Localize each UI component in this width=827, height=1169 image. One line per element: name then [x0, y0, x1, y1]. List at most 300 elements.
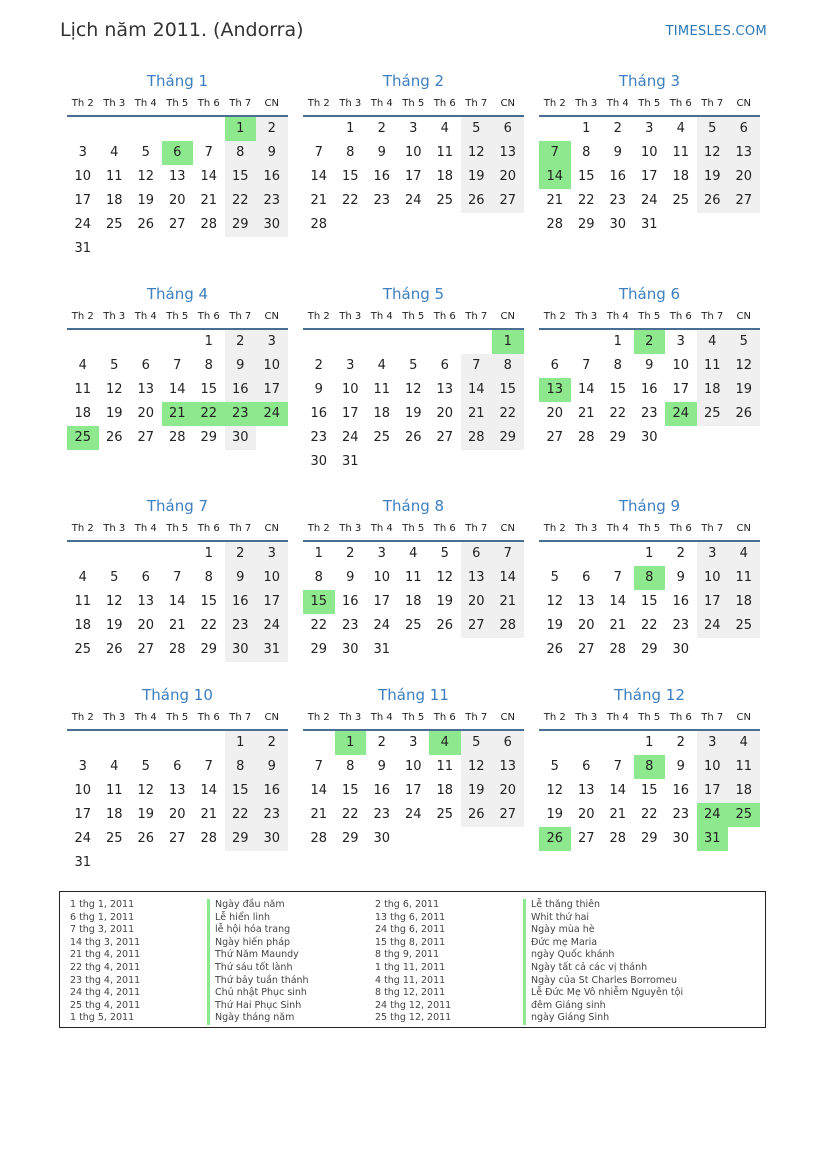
weekday-header — [539, 310, 760, 330]
weekday-label: Th 2 — [307, 98, 330, 109]
day-cell: 24 — [341, 430, 359, 445]
empty-cell — [99, 542, 131, 566]
day-cell: 17 — [672, 382, 690, 397]
day-cell: 12 — [137, 783, 155, 798]
day-cell: 30 — [609, 217, 627, 232]
day-cell: 4 — [440, 121, 449, 136]
month-title: Tháng 8 — [382, 497, 445, 515]
day-cell: 23 — [672, 618, 690, 633]
day-cell: 23 — [373, 193, 391, 208]
weekday-label: Th 3 — [575, 98, 598, 109]
weekday-label: Th 5 — [402, 523, 425, 534]
empty-cell — [539, 330, 571, 354]
day-cell: 3 — [409, 121, 418, 136]
day-cell: 4 — [697, 330, 729, 354]
day-cell: 5 — [110, 570, 119, 585]
weekday-label: Th 4 — [370, 311, 393, 322]
month-title: Tháng 9 — [618, 497, 681, 515]
day-cell: 25 — [74, 642, 92, 657]
legend-date: 1 thg 11, 2011 — [375, 961, 446, 973]
day-cell: 17 — [697, 590, 729, 614]
day-cell: 14 — [310, 169, 328, 184]
day-cell: 8 — [582, 145, 591, 160]
day-cell: 11 — [373, 382, 391, 397]
weekday-label: Th 6 — [669, 712, 692, 723]
empty-cell — [602, 731, 634, 755]
weekday-label: CN — [736, 98, 751, 109]
day-cell: 13 — [492, 141, 524, 165]
day-cell: 18 — [373, 406, 391, 421]
day-cell: 13 — [168, 169, 186, 184]
day-cell: 11 — [728, 755, 760, 779]
day-cell: 22 — [609, 406, 627, 421]
weekday-label: Th 5 — [166, 523, 189, 534]
legend-holiday-name: Ngày tháng năm — [207, 1012, 309, 1025]
month-title: Tháng 5 — [382, 285, 445, 303]
empty-cell — [67, 542, 99, 566]
day-cell: 14 — [310, 783, 328, 798]
day-cell: 17 — [74, 807, 92, 822]
day-cell: 9 — [613, 145, 622, 160]
day-cell: 9 — [676, 759, 685, 774]
day-cell: 4 — [78, 570, 87, 585]
weekday-label: Th 6 — [197, 311, 220, 322]
day-cell: 7 — [613, 759, 622, 774]
day-cell: 28 — [310, 217, 328, 232]
day-cell: 12 — [461, 141, 493, 165]
empty-cell — [461, 330, 493, 354]
holiday-day: 6 — [162, 141, 194, 165]
weekday-label: CN — [500, 98, 515, 109]
day-cell: 23 — [256, 803, 288, 827]
weekday-label: CN — [736, 311, 751, 322]
weekday-header — [67, 522, 288, 542]
holiday-day: 14 — [539, 165, 571, 189]
legend-names-col-2 — [523, 899, 683, 1025]
month-title: Tháng 2 — [382, 72, 445, 90]
day-cell: 6 — [582, 570, 591, 585]
weekday-label: Th 2 — [71, 523, 94, 534]
day-cell: 3 — [346, 358, 355, 373]
legend-holiday-name: Ngày hiến pháp — [207, 937, 309, 950]
weekday-label: Th 4 — [134, 98, 157, 109]
day-cell: 5 — [409, 358, 418, 373]
day-cell: 30 — [256, 213, 288, 237]
day-cell: 20 — [137, 618, 155, 633]
legend-date: 24 thg 6, 2011 — [375, 924, 446, 936]
day-cell: 26 — [137, 217, 155, 232]
legend-date: 14 thg 3, 2011 — [70, 936, 141, 948]
day-cell: 21 — [461, 402, 493, 426]
day-cell: 28 — [577, 430, 595, 445]
day-cell: 17 — [404, 169, 422, 184]
day-cell: 29 — [577, 217, 595, 232]
day-cell: 4 — [110, 759, 119, 774]
day-cell: 24 — [74, 831, 92, 846]
day-cell: 14 — [200, 783, 218, 798]
day-cell: 16 — [256, 165, 288, 189]
day-cell: 11 — [697, 354, 729, 378]
weekday-label: CN — [264, 311, 279, 322]
day-cell: 9 — [256, 141, 288, 165]
legend-holiday-name: Thứ bảy tuần thánh — [207, 975, 309, 988]
day-cell: 21 — [609, 807, 627, 822]
day-cell: 24 — [74, 217, 92, 232]
month-title: Tháng 4 — [146, 285, 209, 303]
day-cell: 21 — [200, 807, 218, 822]
day-cell: 8 — [492, 354, 524, 378]
day-cell: 10 — [373, 570, 391, 585]
legend-holiday-name: ngày Quốc khánh — [523, 949, 683, 962]
day-grid — [539, 542, 760, 662]
day-cell: 23 — [256, 189, 288, 213]
weekday-label: Th 4 — [370, 523, 393, 534]
day-cell: 11 — [672, 145, 690, 160]
weekday-label: Th 6 — [433, 712, 456, 723]
legend-holiday-name: Ngày tất cả các vị thánh — [523, 962, 683, 975]
day-cell: 9 — [377, 145, 386, 160]
day-cell: 27 — [728, 189, 760, 213]
day-cell: 30 — [640, 430, 658, 445]
day-cell: 3 — [256, 542, 288, 566]
weekday-label: Th 5 — [402, 712, 425, 723]
weekday-label: Th 3 — [103, 523, 126, 534]
weekday-label: Th 2 — [307, 311, 330, 322]
day-cell: 28 — [461, 426, 493, 450]
day-cell: 26 — [137, 831, 155, 846]
day-cell: 20 — [436, 406, 454, 421]
empty-cell — [602, 542, 634, 566]
day-cell: 4 — [728, 731, 760, 755]
day-cell: 1 — [645, 546, 654, 561]
day-cell: 6 — [582, 759, 591, 774]
weekday-label: Th 3 — [339, 98, 362, 109]
day-cell: 11 — [728, 566, 760, 590]
day-cell: 8 — [204, 358, 213, 373]
weekday-label: CN — [736, 523, 751, 534]
day-cell: 26 — [105, 430, 123, 445]
month-block — [67, 285, 288, 450]
day-cell: 26 — [436, 618, 454, 633]
day-cell: 3 — [256, 330, 288, 354]
day-cell: 7 — [613, 570, 622, 585]
day-cell: 1 — [204, 546, 213, 561]
legend-holiday-name: Chủ nhật Phục sinh — [207, 987, 309, 1000]
day-cell: 13 — [577, 783, 595, 798]
holiday-day: 26 — [539, 827, 571, 851]
day-cell: 20 — [546, 406, 564, 421]
day-cell: 15 — [200, 594, 218, 609]
holiday-day: 22 — [193, 402, 225, 426]
day-cell: 4 — [78, 358, 87, 373]
day-cell: 18 — [672, 169, 690, 184]
day-cell: 11 — [436, 759, 454, 774]
weekday-label: Th 3 — [339, 311, 362, 322]
day-cell: 4 — [676, 121, 685, 136]
day-cell: 29 — [200, 430, 218, 445]
day-cell: 14 — [609, 594, 627, 609]
day-cell: 3 — [78, 145, 87, 160]
day-cell: 6 — [550, 358, 559, 373]
weekday-label: Th 5 — [638, 311, 661, 322]
weekday-label: Th 2 — [543, 712, 566, 723]
day-grid — [67, 330, 288, 450]
empty-cell — [539, 731, 571, 755]
day-cell: 26 — [105, 642, 123, 657]
day-cell: 20 — [577, 618, 595, 633]
weekday-label: Th 4 — [606, 311, 629, 322]
holiday-legend — [59, 891, 766, 1028]
holiday-day: 4 — [429, 731, 461, 755]
weekday-label: Th 3 — [575, 523, 598, 534]
day-cell: 11 — [105, 169, 123, 184]
legend-date: 21 thg 4, 2011 — [70, 949, 141, 961]
day-cell: 30 — [225, 426, 257, 450]
weekday-label: Th 5 — [638, 98, 661, 109]
month-block — [539, 285, 760, 450]
day-cell: 2 — [377, 735, 386, 750]
empty-cell — [67, 731, 99, 755]
day-grid — [303, 542, 524, 662]
day-cell: 20 — [492, 779, 524, 803]
day-cell: 19 — [137, 193, 155, 208]
day-cell: 22 — [492, 402, 524, 426]
day-cell: 6 — [173, 759, 182, 774]
day-cell: 24 — [697, 614, 729, 638]
weekday-label: Th 5 — [402, 311, 425, 322]
weekday-label: CN — [264, 712, 279, 723]
site-link[interactable]: TIMESLES.COM — [665, 24, 767, 39]
day-cell: 19 — [546, 618, 564, 633]
weekday-header — [303, 310, 524, 330]
empty-cell — [335, 330, 367, 354]
legend-date: 1 thg 1, 2011 — [70, 899, 135, 910]
weekday-label: Th 5 — [166, 712, 189, 723]
day-cell: 28 — [200, 831, 218, 846]
day-cell: 27 — [168, 831, 186, 846]
day-cell: 13 — [492, 755, 524, 779]
day-cell: 8 — [204, 570, 213, 585]
day-cell: 16 — [225, 378, 257, 402]
day-cell: 24 — [373, 618, 391, 633]
weekday-header — [67, 310, 288, 330]
legend-date: 15 thg 8, 2011 — [375, 936, 446, 948]
day-cell: 19 — [105, 406, 123, 421]
holiday-day: 21 — [162, 402, 194, 426]
day-cell: 7 — [173, 570, 182, 585]
day-cell: 8 — [613, 358, 622, 373]
day-cell: 22 — [640, 807, 658, 822]
weekday-header — [303, 97, 524, 117]
day-cell: 31 — [74, 241, 92, 256]
holiday-day: 8 — [634, 566, 666, 590]
day-cell: 30 — [672, 831, 690, 846]
holiday-day: 24 — [256, 402, 288, 426]
day-cell: 19 — [461, 779, 493, 803]
holiday-day: 15 — [303, 590, 335, 614]
weekday-label: Th 5 — [638, 523, 661, 534]
empty-cell — [303, 330, 335, 354]
day-cell: 2 — [676, 546, 685, 561]
day-cell: 19 — [436, 594, 454, 609]
day-cell: 23 — [640, 406, 658, 421]
weekday-label: Th 3 — [103, 311, 126, 322]
month-block — [303, 72, 524, 237]
empty-cell — [162, 330, 194, 354]
day-cell: 27 — [492, 189, 524, 213]
weekday-label: Th 2 — [543, 98, 566, 109]
empty-cell — [429, 330, 461, 354]
weekday-label: Th 3 — [339, 712, 362, 723]
day-cell: 15 — [577, 169, 595, 184]
day-cell: 16 — [373, 783, 391, 798]
day-cell: 27 — [168, 217, 186, 232]
legend-names-col-1 — [207, 899, 309, 1025]
day-cell: 23 — [341, 618, 359, 633]
weekday-label: Th 7 — [229, 712, 252, 723]
day-cell: 25 — [105, 217, 123, 232]
day-cell: 25 — [404, 618, 422, 633]
day-cell: 22 — [640, 618, 658, 633]
day-cell: 4 — [110, 145, 119, 160]
day-cell: 22 — [200, 618, 218, 633]
day-cell: 11 — [74, 382, 92, 397]
day-cell: 21 — [609, 618, 627, 633]
empty-cell — [130, 117, 162, 141]
day-cell: 22 — [225, 803, 257, 827]
day-cell: 5 — [461, 117, 493, 141]
day-cell: 27 — [492, 803, 524, 827]
day-cell: 21 — [310, 193, 328, 208]
empty-cell — [130, 330, 162, 354]
day-cell: 13 — [168, 783, 186, 798]
day-cell: 20 — [577, 807, 595, 822]
weekday-label: Th 7 — [229, 98, 252, 109]
day-cell: 31 — [373, 642, 391, 657]
empty-cell — [193, 117, 225, 141]
day-cell: 7 — [314, 145, 323, 160]
weekday-label: Th 4 — [606, 98, 629, 109]
day-cell: 16 — [310, 406, 328, 421]
holiday-day: 8 — [634, 755, 666, 779]
weekday-label: Th 7 — [229, 523, 252, 534]
day-cell: 25 — [697, 402, 729, 426]
day-cell: 9 — [676, 570, 685, 585]
day-cell: 3 — [377, 546, 386, 561]
day-grid — [67, 731, 288, 875]
weekday-label: Th 5 — [166, 311, 189, 322]
day-cell: 7 — [582, 358, 591, 373]
day-cell: 1 — [314, 546, 323, 561]
weekday-label: CN — [264, 98, 279, 109]
day-cell: 17 — [74, 193, 92, 208]
holiday-day: 2 — [634, 330, 666, 354]
weekday-label: Th 6 — [197, 98, 220, 109]
holiday-day: 1 — [492, 330, 524, 354]
day-cell: 26 — [461, 803, 493, 827]
legend-date: 25 thg 12, 2011 — [375, 1012, 452, 1024]
day-cell: 11 — [436, 145, 454, 160]
day-cell: 2 — [676, 735, 685, 750]
empty-cell — [130, 542, 162, 566]
weekday-label: Th 4 — [606, 523, 629, 534]
weekday-label: Th 6 — [669, 98, 692, 109]
day-cell: 30 — [672, 642, 690, 657]
day-cell: 21 — [310, 807, 328, 822]
day-cell: 15 — [200, 382, 218, 397]
weekday-header — [539, 711, 760, 731]
day-cell: 15 — [341, 169, 359, 184]
day-cell: 7 — [314, 759, 323, 774]
day-cell: 17 — [256, 590, 288, 614]
day-cell: 8 — [225, 141, 257, 165]
day-cell: 17 — [404, 783, 422, 798]
day-cell: 17 — [640, 169, 658, 184]
day-cell: 10 — [341, 382, 359, 397]
day-cell: 19 — [461, 165, 493, 189]
legend-date: 24 thg 4, 2011 — [70, 987, 141, 999]
day-cell: 2 — [613, 121, 622, 136]
holiday-day: 25 — [67, 426, 99, 450]
day-grid — [539, 731, 760, 851]
day-cell: 25 — [728, 614, 760, 638]
weekday-label: Th 4 — [134, 311, 157, 322]
legend-holiday-name: Whit thứ hai — [523, 912, 683, 925]
day-cell: 26 — [546, 642, 564, 657]
day-grid — [303, 731, 524, 851]
day-cell: 27 — [577, 642, 595, 657]
month-title: Tháng 7 — [146, 497, 209, 515]
day-cell: 2 — [225, 330, 257, 354]
weekday-label: Th 6 — [433, 523, 456, 534]
day-cell: 29 — [225, 213, 257, 237]
day-cell: 28 — [168, 430, 186, 445]
weekday-label: Th 7 — [465, 523, 488, 534]
month-block — [303, 497, 524, 662]
day-cell: 24 — [640, 193, 658, 208]
day-cell: 29 — [200, 642, 218, 657]
legend-dates-col-2 — [375, 899, 451, 1025]
day-cell: 1 — [645, 735, 654, 750]
day-cell: 6 — [440, 358, 449, 373]
day-cell: 29 — [640, 642, 658, 657]
day-cell: 8 — [346, 759, 355, 774]
day-cell: 3 — [697, 542, 729, 566]
weekday-label: Th 2 — [543, 311, 566, 322]
weekday-header — [67, 97, 288, 117]
legend-date: 24 thg 12, 2011 — [375, 999, 452, 1011]
empty-cell — [303, 117, 335, 141]
day-cell: 21 — [546, 193, 564, 208]
day-cell: 2 — [377, 121, 386, 136]
empty-cell — [130, 731, 162, 755]
weekday-label: Th 7 — [229, 311, 252, 322]
day-cell: 14 — [461, 378, 493, 402]
day-cell: 20 — [168, 193, 186, 208]
day-cell: 15 — [225, 779, 257, 803]
day-cell: 2 — [256, 117, 288, 141]
day-cell: 10 — [697, 755, 729, 779]
day-cell: 6 — [492, 117, 524, 141]
month-title: Tháng 3 — [618, 72, 681, 90]
weekday-label: Th 7 — [701, 712, 724, 723]
weekday-label: Th 5 — [638, 712, 661, 723]
weekday-label: Th 6 — [669, 523, 692, 534]
day-cell: 27 — [546, 430, 564, 445]
weekday-label: Th 7 — [465, 311, 488, 322]
day-cell: 10 — [256, 566, 288, 590]
day-cell: 14 — [609, 783, 627, 798]
